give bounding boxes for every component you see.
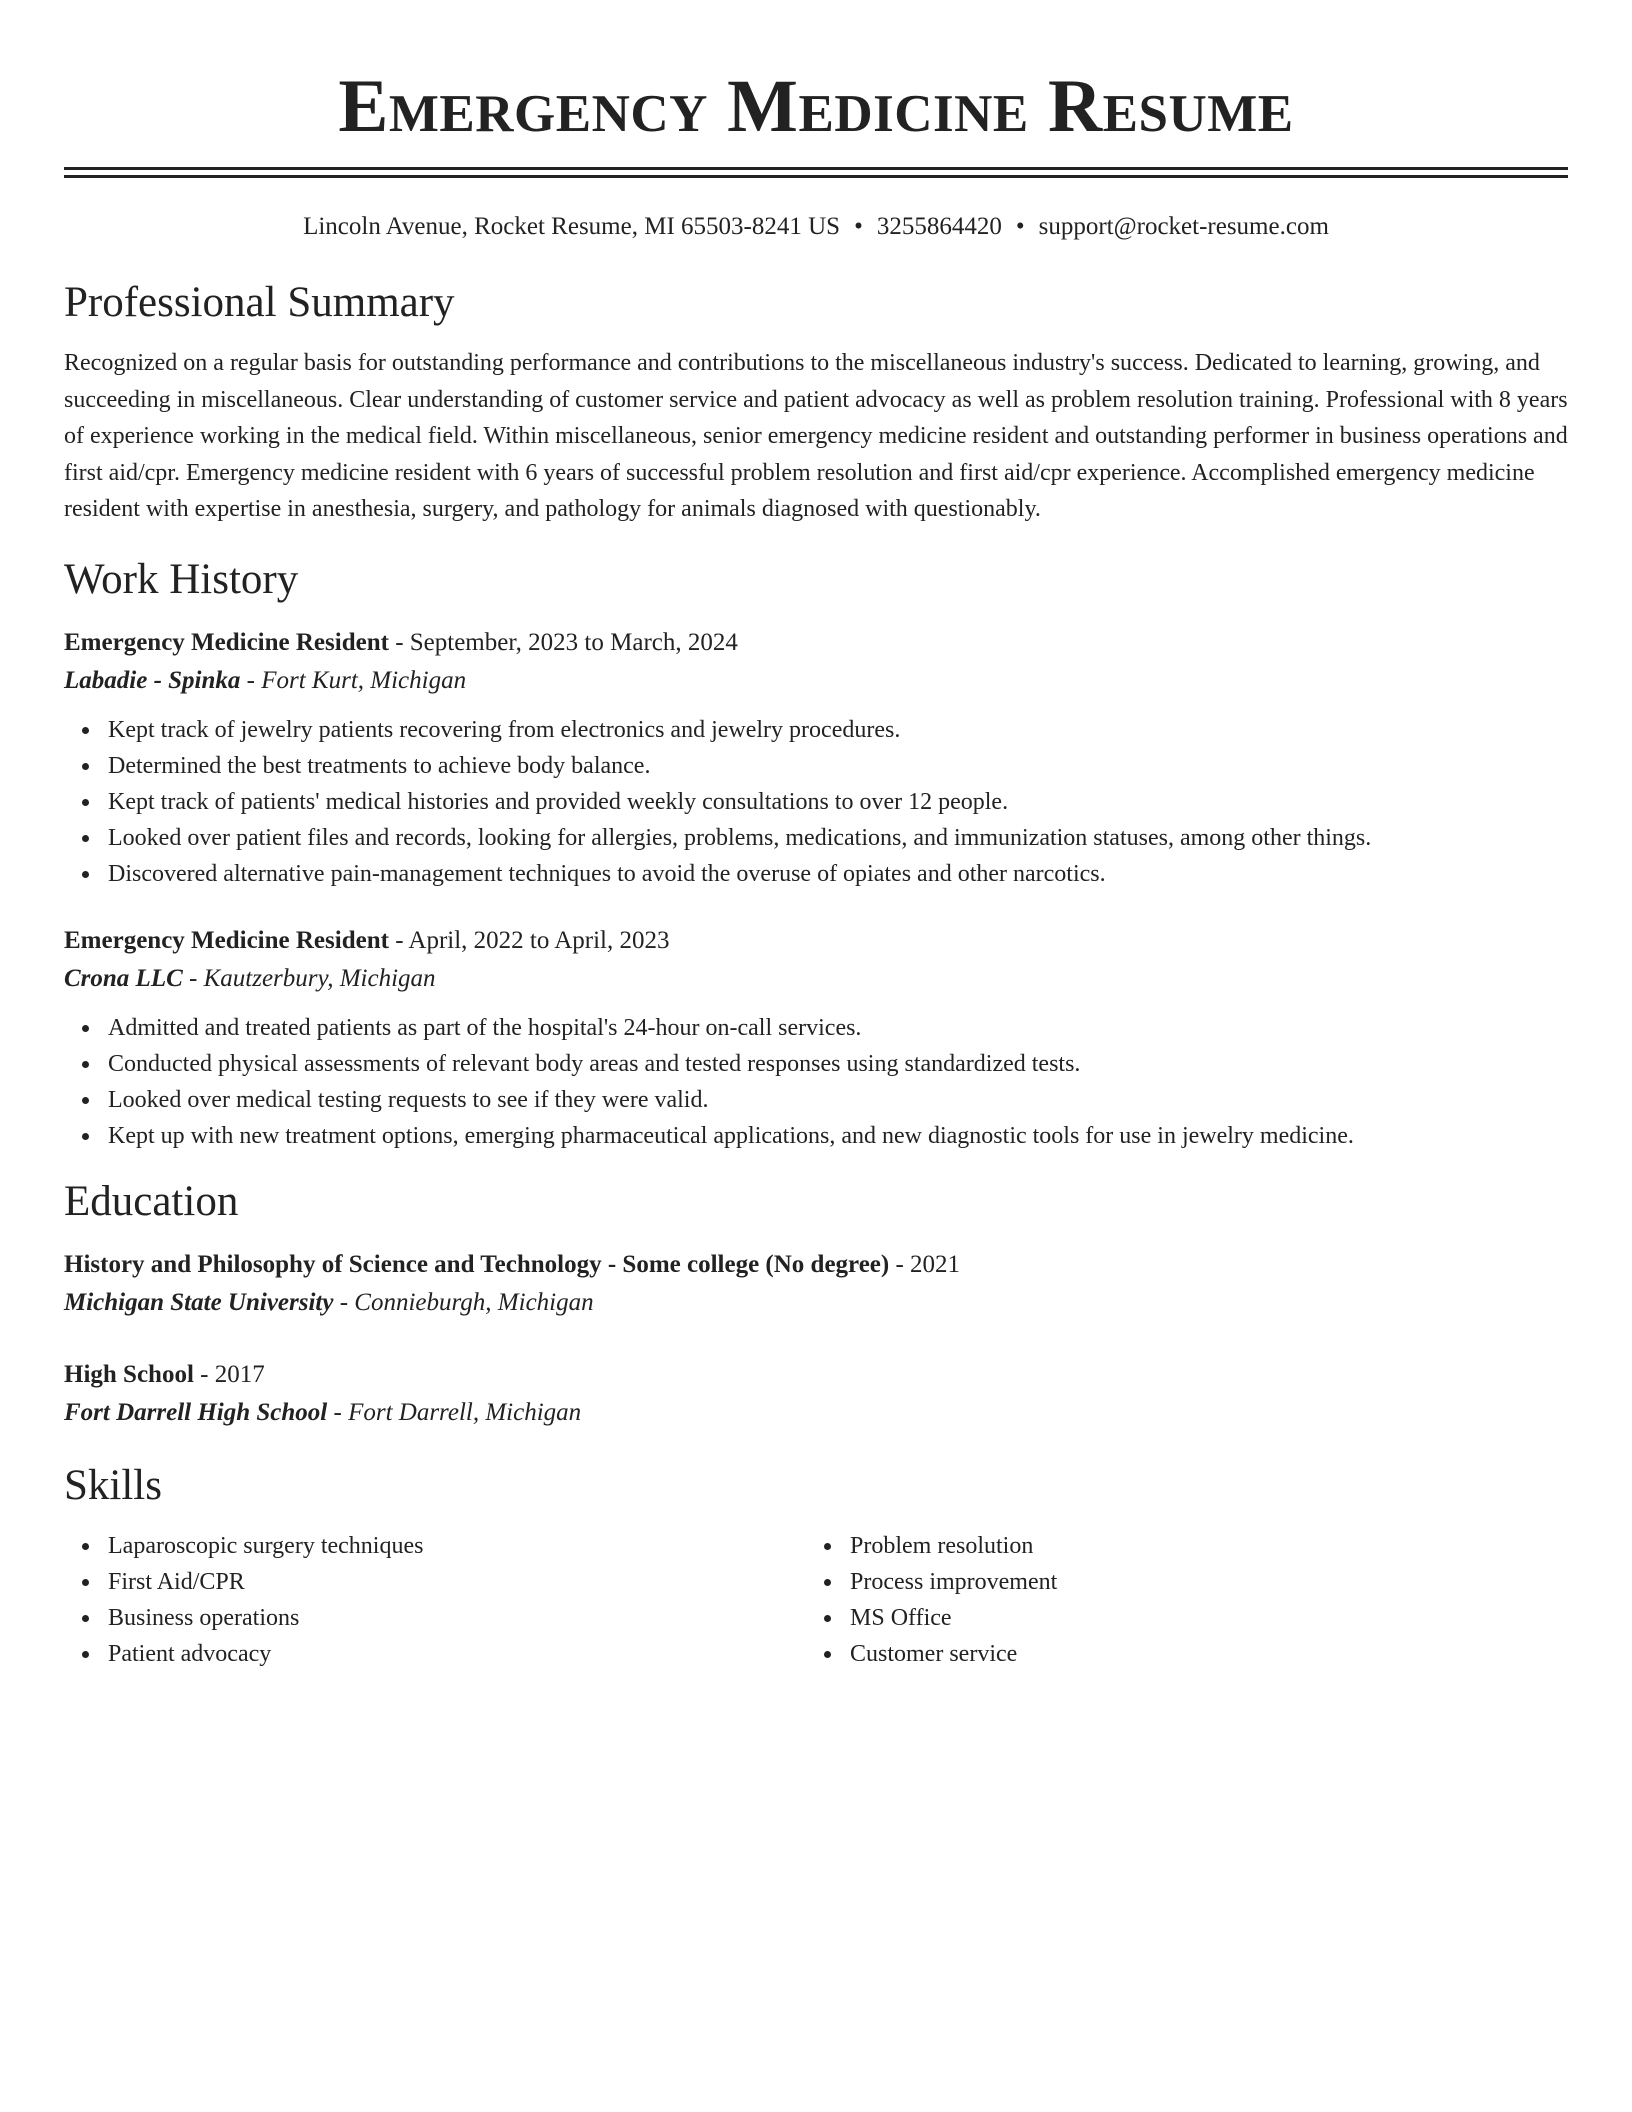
job-employer: Labadie - Spinka xyxy=(64,666,241,694)
education-year: - 2017 xyxy=(193,1360,265,1388)
education-school-line xyxy=(64,1284,1568,1322)
contact-separator: • xyxy=(854,213,863,240)
skill-item: Problem resolution xyxy=(850,1528,1548,1564)
summary-heading: Professional Summary xyxy=(64,279,455,326)
education-school-line xyxy=(64,1394,1568,1432)
contact-line xyxy=(64,211,1568,243)
skill-item: First Aid/CPR xyxy=(108,1564,806,1600)
resume-title: Emergency Medicine Resume xyxy=(338,65,1294,148)
job-location: - Fort Kurt, Michigan xyxy=(240,666,467,694)
job-bullets xyxy=(64,712,1568,892)
education-school: Michigan State University xyxy=(64,1288,334,1316)
skill-item: Laparoscopic surgery techniques xyxy=(108,1528,806,1564)
job-employer-line xyxy=(64,960,1568,998)
job-dates: - September, 2023 to March, 2024 xyxy=(388,628,738,656)
job-bullet: Conducted physical assessments of relevant body areas and tested responses using standardized tests. xyxy=(108,1046,1568,1082)
job-employer: Crona LLC xyxy=(64,964,183,992)
job-title: Emergency Medicine Resident xyxy=(64,926,389,954)
job-bullet: Looked over medical testing requests to see if they were valid. xyxy=(108,1082,1568,1118)
contact-separator: • xyxy=(1015,213,1025,240)
education-degree: High School xyxy=(64,1360,194,1388)
education-school: Fort Darrell High School xyxy=(64,1398,328,1426)
work-history-heading: Work History xyxy=(64,555,299,603)
skills-column-left xyxy=(64,1528,806,1672)
job-bullet: Kept track of jewelry patients recovering from electronics and jewelry procedures. xyxy=(108,712,1568,748)
job-bullet: Admitted and treated patients as part of the hospital's 24-hour on-call services. xyxy=(108,1010,1568,1046)
job-title-line xyxy=(64,624,1568,662)
job-employer-line xyxy=(64,662,1568,700)
skill-item: MS Office xyxy=(850,1600,1548,1636)
contact-phone: 3255864420 xyxy=(876,213,1002,240)
job-entry xyxy=(64,624,1568,892)
education-location: - Connieburgh, Michigan xyxy=(333,1288,594,1316)
contact-email: support@rocket-resume.com xyxy=(1038,213,1329,240)
education-year: - 2021 xyxy=(889,1250,961,1278)
job-location: - Kautzerbury, Michigan xyxy=(182,964,436,992)
contact-address: Lincoln Avenue, Rocket Resume, MI 65503-8241 US xyxy=(303,213,841,240)
job-bullet: Discovered alternative pain-management techniques to avoid the overuse of opiates and other narcotics. xyxy=(108,856,1568,892)
skills-grid xyxy=(64,1528,1568,1672)
summary-text: Recognized on a regular basis for outstanding performance and contributions to the miscellaneous industry's success. Dedicated to learning, growing, and succeeding in miscellaneous. Clear understanding of customer service and patient advocacy as well as problem resolution training. Professional with 8 years of experience working in the medical field. Within miscellaneous, senior emergency medicine resident and outstanding performer in business operations and first aid/cpr. Emergency medicine resident with 6 years of successful problem resolution and first aid/cpr experience. Accomplished emergency medicine resident with expertise in anesthesia, surgery, and pathology for animals diagnosed with questionably. xyxy=(64,350,1568,522)
education-entry xyxy=(64,1246,1568,1322)
job-bullet: Looked over patient files and records, looking for allergies, problems, medications, and immunization statuses, among other things. xyxy=(108,820,1568,856)
skill-item: Patient advocacy xyxy=(108,1636,806,1672)
job-title: Emergency Medicine Resident xyxy=(64,628,389,656)
education-degree-line xyxy=(64,1246,1568,1284)
resume-page xyxy=(64,0,1568,1672)
skills-column-right xyxy=(806,1528,1548,1672)
skill-item: Customer service xyxy=(850,1636,1548,1672)
education-degree-line xyxy=(64,1356,1568,1394)
job-bullet: Kept up with new treatment options, emerging pharmaceutical applications, and new diagnostic tools for use in jewelry medicine. xyxy=(108,1118,1568,1154)
education-degree: History and Philosophy of Science and Technology - Some college (No degree) xyxy=(64,1250,890,1278)
job-bullets xyxy=(64,1010,1568,1154)
education-heading: Education xyxy=(64,1177,239,1225)
skills-heading: Skills xyxy=(64,1461,162,1509)
job-bullet: Determined the best treatments to achieve body balance. xyxy=(108,748,1568,784)
education-location: - Fort Darrell, Michigan xyxy=(327,1398,582,1426)
title-divider xyxy=(64,167,1568,178)
skill-item: Process improvement xyxy=(850,1564,1548,1600)
job-dates: - April, 2022 to April, 2023 xyxy=(388,926,670,954)
job-bullet: Kept track of patients' medical histories and provided weekly consultations to over 12 people. xyxy=(108,784,1568,820)
skill-item: Business operations xyxy=(108,1600,806,1636)
education-entry xyxy=(64,1356,1568,1432)
job-title-line xyxy=(64,922,1568,960)
job-entry xyxy=(64,922,1568,1154)
